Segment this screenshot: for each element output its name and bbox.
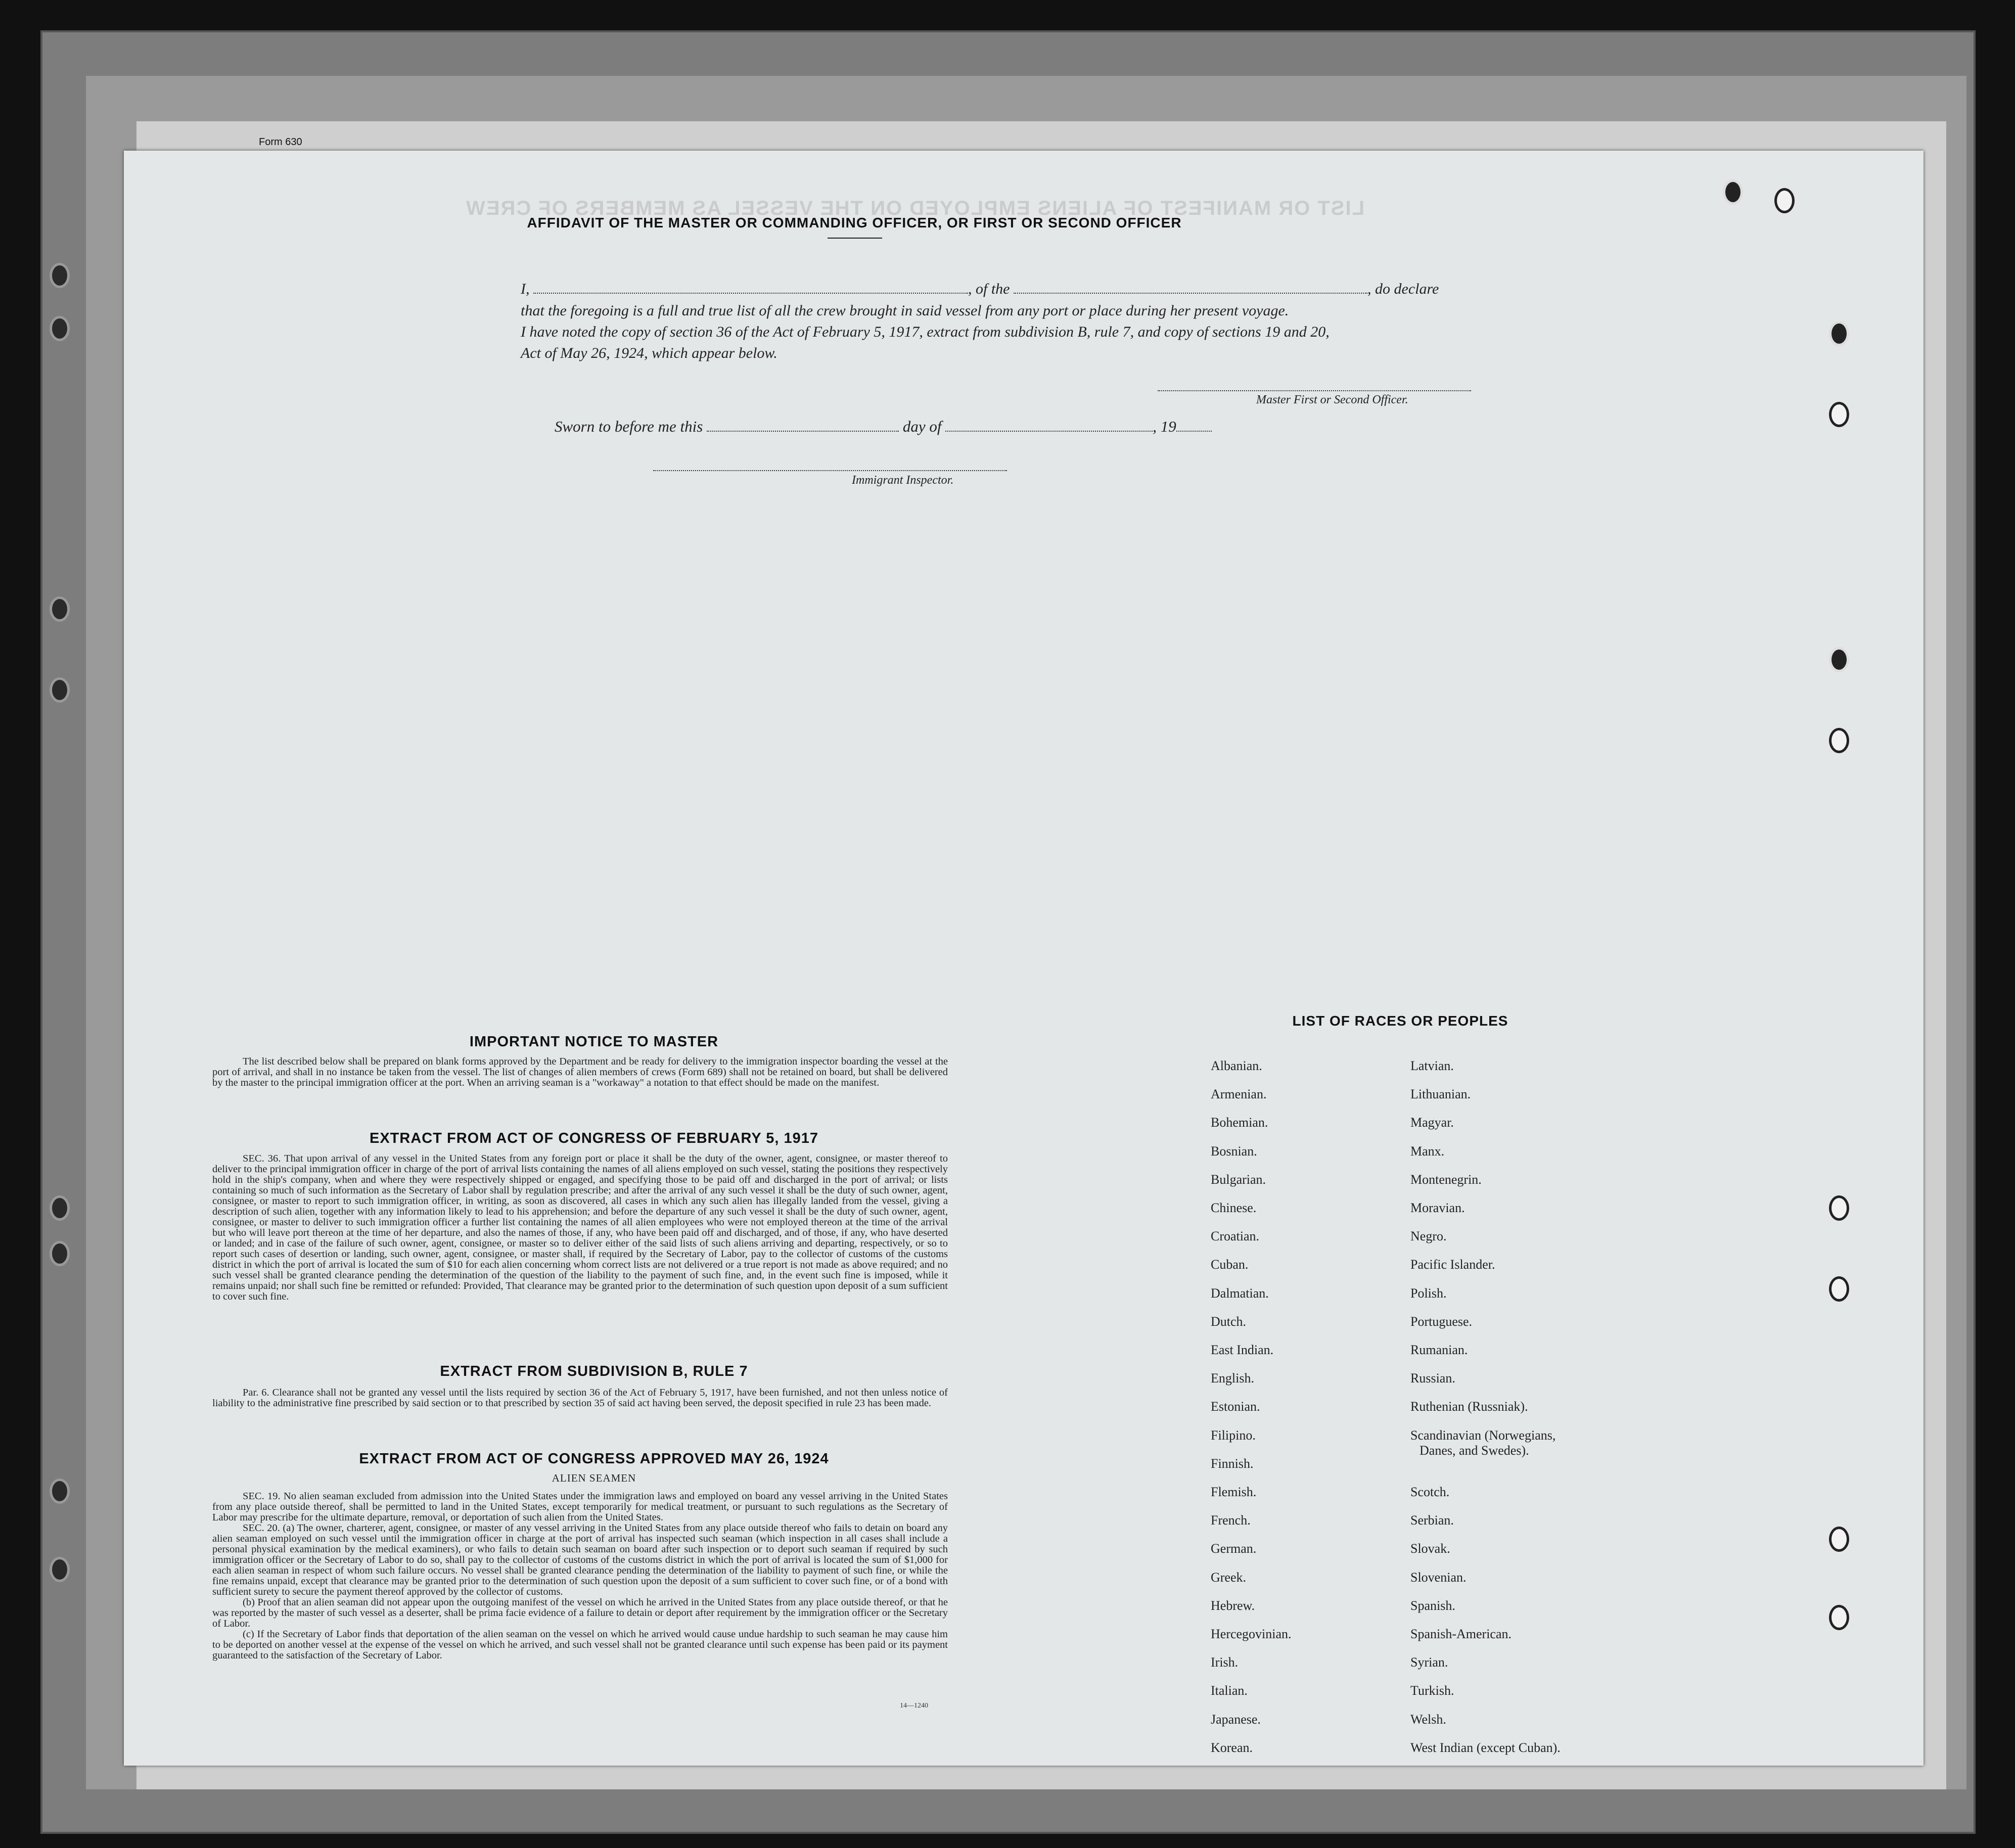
extract-rule7-title: EXTRACT FROM SUBDIVISION B, RULE 7 (440, 1363, 748, 1379)
binder-hole (1829, 647, 1849, 672)
binder-hole (50, 263, 70, 288)
race-item: Hercegovinian. (1211, 1627, 1292, 1641)
race-item: Chinese. (1211, 1200, 1257, 1215)
affidavit-declaration-line (521, 281, 1439, 298)
race-item: Italian. (1211, 1683, 1248, 1698)
binder-hole (1774, 188, 1795, 213)
notice-text: The list described below shall be prepared on blank forms approved by the Department and be ready for delivery to the immigration inspector boarding the vessel at the port of arrival, and shall in no instance be taken from the vessel. The list of changes of alien members of crews (Form 689) shall not be retained on board, but shall be delivered by the master to the principal immigration officer at the port. When an arriving seaman is a "workaway" a notation to that effect should be made on the manifest. (212, 1056, 948, 1088)
binder-hole (50, 316, 70, 341)
form-number: Form 630 (259, 136, 302, 148)
race-item: German. (1211, 1541, 1257, 1556)
master-signature-line[interactable] (1158, 390, 1471, 391)
race-item: Russian. (1410, 1371, 1455, 1386)
bleed-through-text: LIST OR MANIFEST OF ALIENS EMPLOYED ON THE VESSEL AS MEMBERS OF CREW (465, 197, 1365, 219)
race-item: Pacific Islander. (1410, 1257, 1495, 1272)
binder-hole (50, 1241, 70, 1266)
race-item: Dalmatian. (1211, 1285, 1269, 1301)
race-item: Spanish-American. (1410, 1627, 1512, 1641)
name-blank[interactable] (533, 282, 968, 294)
binder-hole (50, 677, 70, 703)
section-20b: (b) Proof that an alien seaman did not appear upon the outgoing manifest of the vessel on which he arrived in the United States from any place outside thereof, or that he was reported by the master of such vessel as a deserter, shall be prima facie evidence of a failure to detain or deport after requirement by the immigration officer or the Secretary of Labor. (212, 1597, 948, 1629)
race-item: French. (1211, 1513, 1251, 1528)
year-label: , 19 (1153, 418, 1176, 435)
race-item: English. (1211, 1371, 1254, 1386)
race-item: Spanish. (1410, 1598, 1455, 1613)
inspector-signature-line[interactable] (653, 470, 1007, 471)
extract-1917-text: SEC. 36. That upon arrival of any vessel in the United States from any foreign port or place it shall be the duty of the owner, agent, consignee, or master thereof to deliver to the principal immigration officer in charge of the port of arrival lists containing the names of all aliens employed on such vessel, stating the positions they respectively hold in the ship's company, when and where they were respectively shipped or engaged, and specifying those to be paid off and discharged in the port of arrival; or lists containing so much of such information as the Secretary of Labor shall by regulation prescribe; and after the arrival of any such vessel it shall be the duty of such owner, agent, consignee, or master to report to such immigration officer, in writing, as soon as discovered, all cases in which any such alien has illegally landed from the vessel, giving a description of such alien, together with any information likely to lead to his apprehension; and before the departure of any such vessel it shall be the duty of such owner, agent, consignee, or master to deliver to such immigration officer a further list containing the names of all alien employees who were not employed thereon at the time of the arrival but who will leave port thereon at the time of her departure, and also the names of those, if any, who have been paid off and discharged, and of those, if any, who have deserted or landed; and in case of the failure of such owner, agent, consignee, or master so to deliver either of the said lists of such aliens arriving and departing, respectively, or so to report such cases of desertion or landing, such owner, agent, consignee, or master shall, if required by the Secretary of Labor, pay to the collector of customs of the customs district in which the port of arrival is located the sum of $10 for each alien concerning whom correct lists are not delivered or a true report is not made as above required; and no such vessel shall be granted clearance pending the determination of the question of the liability to the payment of such fine, and, in the event such fine is imposed, while it remains unpaid; nor shall such fine be remitted or refunded: Provided, That clearance may be granted prior to the determination of such question upon deposit of a sum sufficient to cover such fine. (212, 1153, 948, 1302)
month-blank[interactable] (945, 420, 1153, 432)
race-item: Latvian. (1410, 1058, 1454, 1073)
binder-hole (1829, 402, 1849, 427)
binder-hole (1829, 1276, 1849, 1302)
race-item: Bulgarian. (1211, 1172, 1266, 1187)
race-item: East Indian. (1211, 1343, 1274, 1357)
race-item: Polish. (1410, 1285, 1447, 1301)
section-20a: SEC. 20. (a) The owner, charterer, agent, consignee, or master of any vessel arriving in the United States from any place outside thereof who fails to detain on board any alien seaman employed on such vessel until the immigration officer in charge at the port of arrival has inspected such seaman (which inspection in all cases shall include a personal physical examination by the medical examiners), or who fails to detain such seaman on board after such inspection or to deport such seaman if required by such immigration officer or the Secretary of Labor to do so, shall pay to the collector of customs of the customs district in which the port of arrival is located the sum of $1,000 for each alien seaman in respect of whom such failure occurs. No vessel shall be granted clearance pending the determination of the liability to payment of such fine, or while the fine remains unpaid, except that clearance may be granted prior to the determination of such question upon the deposit of a sum sufficient to cover such fine, or of a bond with sufficient surety to secure the payment thereof approved by the collector of customs. (212, 1522, 948, 1597)
extract-1924-text (212, 1491, 948, 1661)
master-signature-label: Master First or Second Officer. (1256, 393, 1408, 406)
race-item: Japanese. (1211, 1712, 1261, 1727)
extract-1917-title: EXTRACT FROM ACT OF CONGRESS OF FEBRUARY 5, 1917 (369, 1130, 819, 1146)
binder-hole (1829, 1195, 1849, 1221)
race-item: Manx. (1410, 1143, 1445, 1159)
race-item: Danes, and Swedes). (1419, 1443, 1529, 1458)
race-item: Flemish. (1211, 1485, 1257, 1499)
notice-title: IMPORTANT NOTICE TO MASTER (469, 1034, 719, 1050)
binder-hole (1829, 321, 1849, 346)
sworn-date-blank[interactable] (707, 420, 899, 432)
race-item: Turkish. (1410, 1683, 1454, 1698)
binder-hole (50, 1195, 70, 1221)
race-item: Rumanian. (1410, 1343, 1468, 1357)
race-item: Estonian. (1211, 1399, 1260, 1414)
extract-rule7-text: Par. 6. Clearance shall not be granted any vessel until the lists required by section 36 of the Act of February 5, 1917, have been furnished, and not then unless notice of liability to the administrative fine prescribed by said section or to that prescribed by section 35 of said act having been served, the deposit specified in rule 23 has been made. (212, 1387, 948, 1409)
race-item: Serbian. (1410, 1513, 1454, 1528)
race-item: Greek. (1211, 1569, 1247, 1585)
race-item: Syrian. (1410, 1655, 1448, 1670)
binder-hole (1829, 1527, 1849, 1552)
year-blank[interactable] (1176, 420, 1212, 432)
binder-hole (1829, 1605, 1849, 1630)
affidavit-title: AFFIDAVIT OF THE MASTER OR COMMANDING OFFICER, OR FIRST OR SECOND OFFICER (527, 215, 1182, 230)
binder-hole (50, 596, 70, 622)
races-title: LIST OF RACES OR PEOPLES (1292, 1013, 1508, 1029)
race-item: Armenian. (1211, 1087, 1267, 1102)
of-the-label: , of the (968, 281, 1010, 297)
race-item: Scotch. (1410, 1485, 1450, 1499)
race-item: West Indian (except Cuban). (1410, 1740, 1561, 1755)
race-item: Korean. (1211, 1740, 1253, 1755)
race-item: Welsh. (1410, 1712, 1446, 1727)
inspector-signature-label: Immigrant Inspector. (852, 474, 954, 487)
vessel-blank[interactable] (1014, 282, 1367, 294)
extract-1924-title: EXTRACT FROM ACT OF CONGRESS APPROVED MAY 26, 1924 (359, 1451, 829, 1467)
do-declare-label: , do declare (1367, 281, 1439, 297)
title-divider (828, 238, 882, 239)
race-item: Moravian. (1410, 1200, 1465, 1215)
print-code: 14—1240 (900, 1702, 928, 1710)
race-item: Croatian. (1211, 1229, 1260, 1244)
race-item: Bosnian. (1211, 1143, 1257, 1159)
extract-1924-subtitle: ALIEN SEAMEN (552, 1472, 636, 1484)
race-item: Cuban. (1211, 1257, 1249, 1272)
race-item: Ruthenian (Russniak). (1410, 1399, 1528, 1414)
affidavit-text-line: Act of May 26, 1924, which appear below. (521, 345, 777, 361)
binder-hole (1829, 728, 1849, 753)
race-item: Albanian. (1211, 1058, 1262, 1073)
binder-hole (1723, 179, 1743, 205)
race-item: Lithuanian. (1410, 1087, 1471, 1102)
race-item: Slovak. (1410, 1541, 1450, 1556)
sworn-label: Sworn to before me this (555, 418, 703, 435)
day-of-label: day of (902, 418, 942, 435)
affidavit-text-line: I have noted the copy of section 36 of the Act of February 5, 1917, extract from subdivision B, rule 7, and copy of sections 19 and 20, (521, 324, 1330, 340)
race-item: Scandinavian (Norwegians, (1410, 1427, 1556, 1443)
section-20c: (c) If the Secretary of Labor finds that deportation of the alien seaman on the vessel on which he arrived would cause undue hardship to such seaman he may cause him to be deported on another vessel at the expense of the vessel on which he arrived, and such vessel shall not be granted clearance until such expense has been paid or its payment guaranteed to the satisfaction of the Secretary of Labor. (212, 1629, 948, 1661)
race-item: Filipino. (1211, 1427, 1256, 1443)
race-item: Slovenian. (1410, 1569, 1467, 1585)
affidavit-text-line: that the foregoing is a full and true list of all the crew brought in said vessel from any port or place during her present voyage. (521, 302, 1289, 319)
race-item: Magyar. (1410, 1115, 1454, 1130)
binder-hole (50, 1557, 70, 1582)
race-item: Hebrew. (1211, 1598, 1255, 1613)
race-item: Irish. (1211, 1655, 1239, 1670)
race-item: Finnish. (1211, 1456, 1254, 1471)
race-item: Negro. (1410, 1229, 1447, 1244)
race-item: Bohemian. (1211, 1115, 1268, 1130)
race-item: Portuguese. (1410, 1314, 1473, 1329)
sworn-line (555, 418, 1212, 436)
race-item: Dutch. (1211, 1314, 1247, 1329)
binder-hole (50, 1479, 70, 1504)
section-19: SEC. 19. No alien seaman excluded from admission into the United States under the immigration laws and employed on board any vessel arriving in the United States from any place outside thereof, shall be permitted to land in the United States, except temporarily for medical treatment, or pursuant to such regulations as the Secretary of Labor may prescribe for the ultimate departure, removal, or deportation of such alien from the United States. (212, 1491, 948, 1523)
affidavit-i-label: I, (521, 281, 530, 297)
race-item: Montenegrin. (1410, 1172, 1482, 1187)
